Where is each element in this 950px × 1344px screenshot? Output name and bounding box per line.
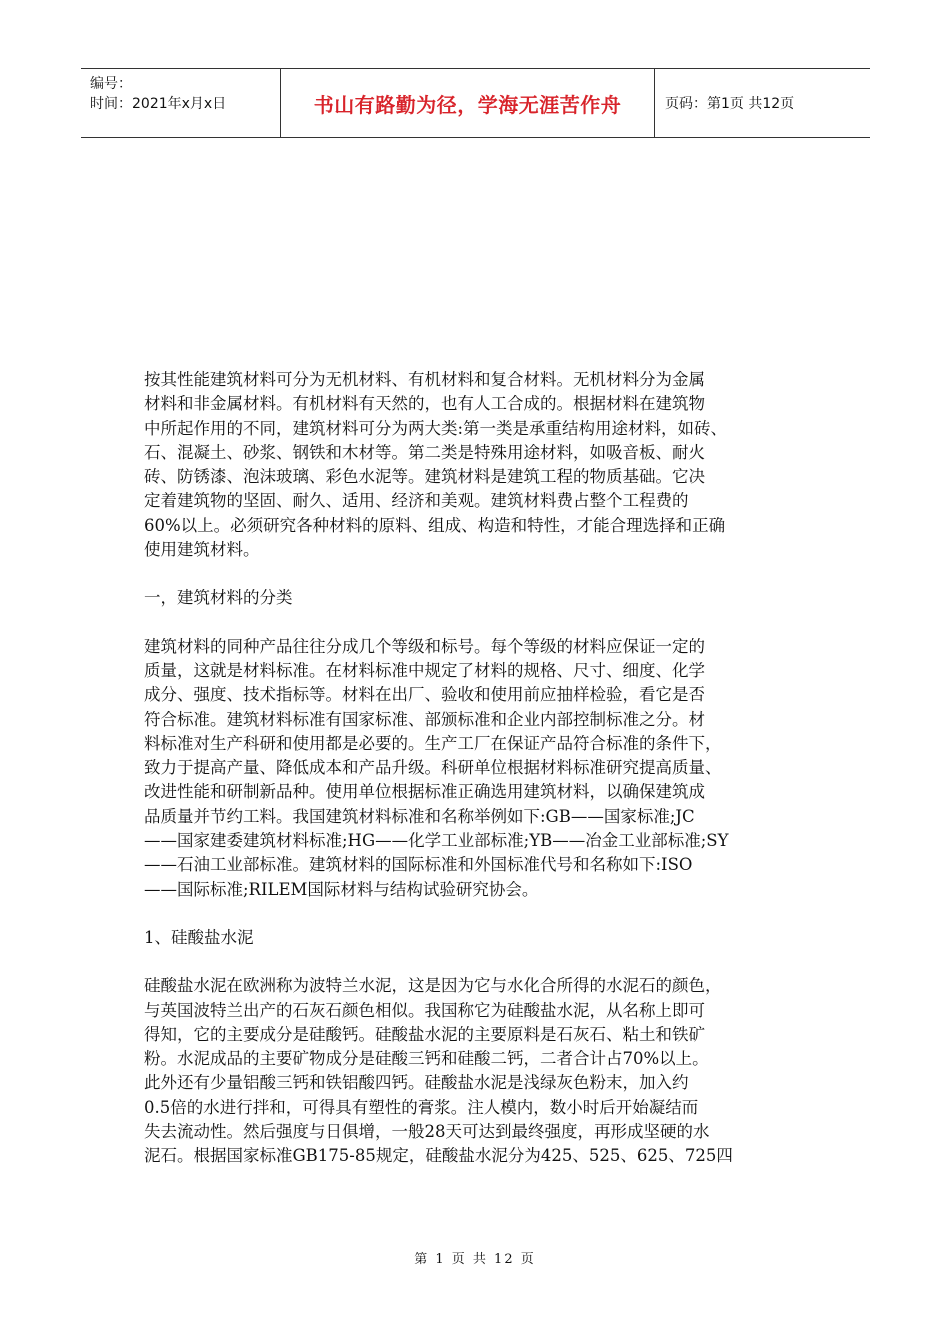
header-motto: 书山有路勤为径，学海无涯苦作舟 [281, 69, 655, 137]
time-label: 时间：2021年x月x日 [90, 96, 227, 112]
page-footer: 第 1 页 共 12 页 [414, 1252, 536, 1267]
header-page-info: 页码：第1页 共12页 [665, 96, 795, 112]
paragraph-intro: 按其性能建筑材料可分为无机材料、有机材料和复合材料。无机材料分为金属 材料和非金属材料。有机材料有天然的，也有人工合成的。根据材料在建筑物 中所起作用的不同，建筑材料可分为两大类:第一类是承重结构用途材料，如砖、 石、混凝土、砂浆、钢铁和木材等。第二类是特殊用途材料，如吸音板、耐火 砖、防锈漆、泡沫玻璃、彩色水泥等。建筑材料是建筑工程的物质基础。它决 定着建筑物的坚固、耐久、适用、经济和美观。建筑材料费占整个工程费的 60%以上。必须研究各种材料的原料、组成、构造和特性，才能合理选择和正确 使用建筑材料。 [144, 370, 728, 560]
number-label: 编号： [90, 76, 132, 92]
section-heading-cement: 1、硅酸盐水泥 [144, 927, 254, 947]
page-header [81, 68, 870, 138]
paragraph-cement: 硅酸盐水泥在欧洲称为波特兰水泥，这是因为它与水化合所得的水泥石的颜色， 与英国波特兰出产的石灰石颜色相似。我国称它为硅酸盐水泥，从名称上即可 得知，它的主要成分是硅酸钙。硅酸盐水泥的主要原料是石灰石、粘土和铁矿 粉。水泥成品的主要矿物成分是硅酸三钙和硅酸二钙，二者合计占70%以上。 此外还有少量铝酸三钙和铁铝酸四钙。硅酸盐水泥是浅绿灰色粉末，加入约 0.5倍的水进行拌和，可得具有塑性的膏浆。注人模内，数小时后开始凝结而 失去流动性。然后强度与日俱增，一般28天可达到最终强度，再形成坚硬的水 泥石。根据国家标准GB175-85规定，硅酸盐水泥分为425、525、625、725四 [144, 976, 733, 1166]
header-meta [81, 69, 281, 137]
document-body [144, 368, 804, 1169]
paragraph-standards: 建筑材料的同种产品往往分成几个等级和标号。每个等级的材料应保证一定的 质量，这就是材料标准。在材料标准中规定了材料的规格、尺寸、细度、化学 成分、强度、技术指标等。材料在出厂、验收和使用前应抽样检验，看它是否 符合标准。建筑材料标准有国家标准、部颁标准和企业内部控制标准之分。材 料标准对生产科研和使用都是必要的。生产工厂在保证产品符合标准的条件下， 致力于提高产量、降低成本和产品升级。科研单位根据材料标准研究提高质量、 改进性能和研制新品种。使用单位根据标准正确选用建筑材料，以确保建筑成 品质量并节约工料。我国建筑材料标准和名称举例如下:GB——国家标准;JC ——国家建委建筑材料标准;HG——化学工业部标准;YB——冶金工业部标准;SY ——石油工业部标准。建筑材料的国际标准和外国标准代号和名称如下:ISO ——国际标准;RILEM国际材料与结构试验研究协会。 [144, 636, 729, 899]
section-heading-classification: 一，建筑材料的分类 [144, 588, 293, 608]
